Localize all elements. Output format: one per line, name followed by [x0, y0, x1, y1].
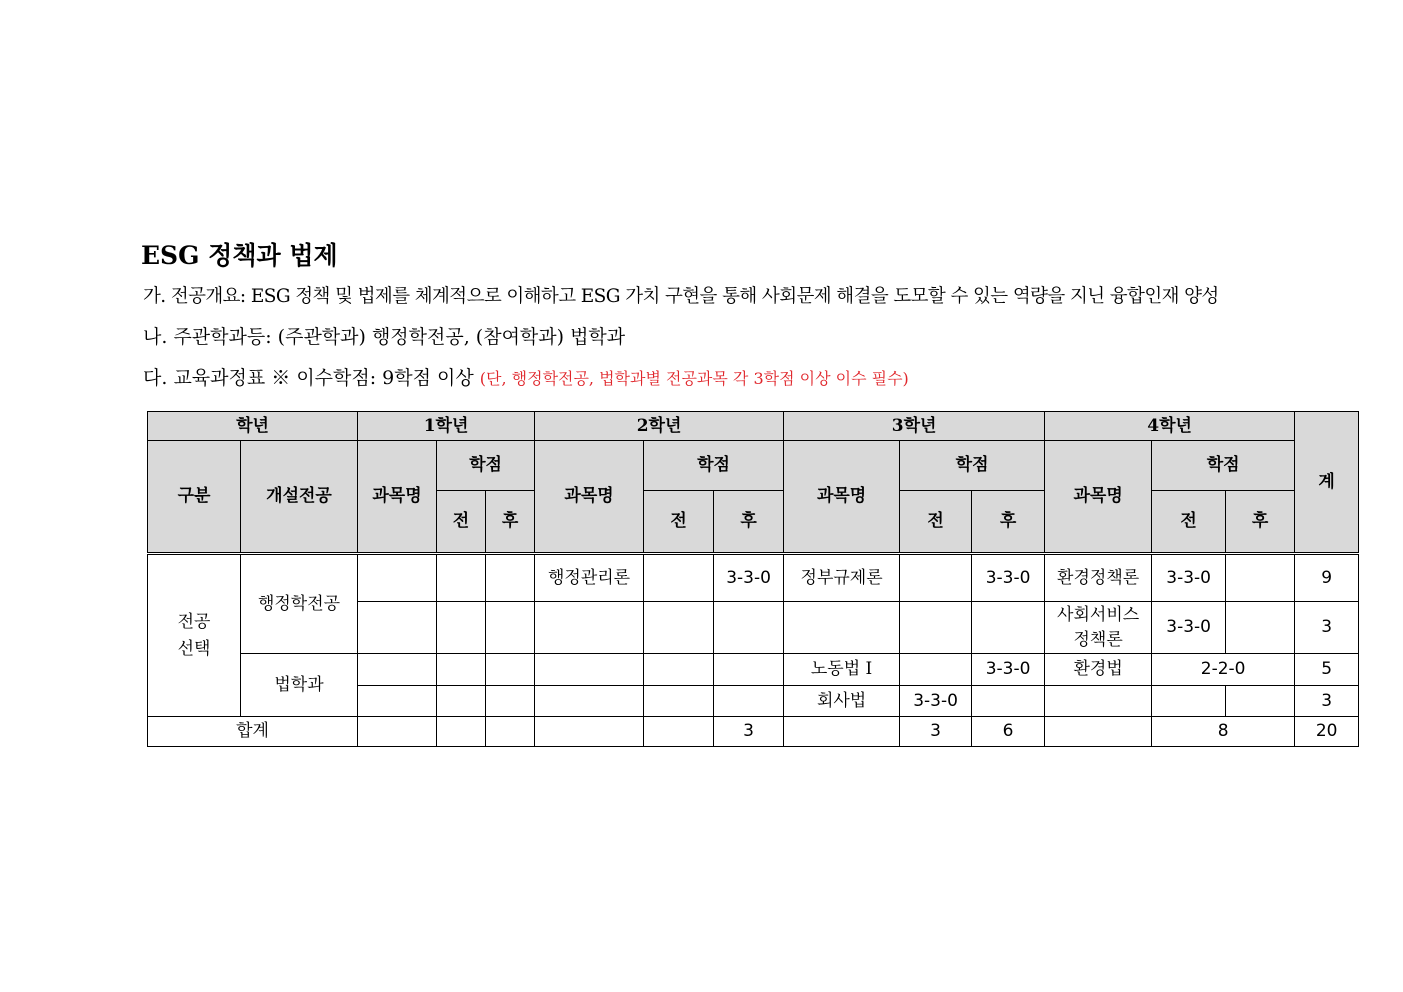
- curriculum-table: [147, 411, 1359, 747]
- row-total: 5: [1295, 654, 1359, 686]
- table-row: [148, 554, 1359, 602]
- cell: [535, 654, 644, 686]
- overview-line: [143, 282, 1219, 308]
- cell: [900, 654, 972, 686]
- header-category: 구분: [148, 441, 241, 554]
- header-course-1: 과목명: [358, 441, 437, 554]
- cell: [644, 717, 714, 747]
- cell: [486, 654, 535, 686]
- cell: [535, 686, 644, 717]
- cell: [784, 602, 900, 654]
- cell: [900, 554, 972, 602]
- departments-marker: 나.: [143, 326, 168, 348]
- cell: [644, 602, 714, 654]
- credit-cell: 3-3-0: [972, 554, 1045, 602]
- cell: [437, 686, 486, 717]
- curriculum-credits: ※ 이수학점: 9학점 이상: [271, 367, 474, 389]
- header-total: 계: [1295, 412, 1359, 554]
- cell: [1226, 554, 1295, 602]
- cell: [486, 686, 535, 717]
- sum-label: 합계: [148, 717, 358, 747]
- cell: [644, 686, 714, 717]
- header-row-credit: [148, 441, 1359, 491]
- cell: [486, 554, 535, 602]
- cell: [714, 654, 784, 686]
- header-row-years: [148, 412, 1359, 441]
- curriculum-line: [143, 363, 909, 390]
- sum-cell: 8: [1152, 717, 1295, 747]
- overview-marker: 가.: [143, 286, 166, 307]
- credit-cell: 3-3-0: [1152, 554, 1226, 602]
- row-total: 9: [1295, 554, 1359, 602]
- cell: [900, 602, 972, 654]
- cell: [437, 717, 486, 747]
- credit-cell: 3-3-0: [972, 654, 1045, 686]
- sum-cell: 3: [714, 717, 784, 747]
- header-year-4: 4학년: [1045, 412, 1295, 441]
- header-second-4: 후: [1226, 491, 1295, 554]
- curriculum-label: 교육과정표: [173, 367, 266, 389]
- cell: [358, 717, 437, 747]
- major-label: 법학과: [241, 654, 358, 717]
- cell: [358, 554, 437, 602]
- header-course-2: 과목명: [535, 441, 644, 554]
- cell: [535, 717, 644, 747]
- cell: [358, 686, 437, 717]
- header-year-3: 3학년: [784, 412, 1045, 441]
- credit-cell: 3-3-0: [900, 686, 972, 717]
- group-label: 전공 선택: [148, 554, 241, 717]
- cell: [644, 654, 714, 686]
- cell: [486, 717, 535, 747]
- departments-line: [143, 322, 625, 349]
- cell: [535, 602, 644, 654]
- course-cell: 노동법 Ⅰ: [784, 654, 900, 686]
- cell: [358, 602, 437, 654]
- cell: [1045, 686, 1152, 717]
- cell: [714, 686, 784, 717]
- cell: [437, 602, 486, 654]
- cell: [1226, 602, 1295, 654]
- header-year-2: 2학년: [535, 412, 784, 441]
- overview-text: ESG 정책 및 법제를 체계적으로 이해하고 ESG 가치 구현을 통해 사회문제 해결을 도모할 수 있는 역량을 지닌 융합인재 양성: [250, 286, 1219, 307]
- header-second-2: 후: [714, 491, 784, 554]
- header-course-4: 과목명: [1045, 441, 1152, 554]
- header-major: 개설전공: [241, 441, 358, 554]
- course-cell: 회사법: [784, 686, 900, 717]
- header-second-1: 후: [486, 491, 535, 554]
- course-cell: 환경정책론: [1045, 554, 1152, 602]
- sum-cell: 6: [972, 717, 1045, 747]
- sum-row: [148, 717, 1359, 747]
- course-cell: 환경법: [1045, 654, 1152, 686]
- row-total: 3: [1295, 686, 1359, 717]
- header-credit-2: 학점: [644, 441, 784, 491]
- cell: [486, 602, 535, 654]
- table-row: [148, 654, 1359, 686]
- curriculum-marker: 다.: [143, 367, 168, 389]
- cell: [1045, 717, 1152, 747]
- credit-cell: 3-3-0: [1152, 602, 1226, 654]
- cell: [358, 654, 437, 686]
- cell: [644, 554, 714, 602]
- header-credit-4: 학점: [1152, 441, 1295, 491]
- page-title: ESG 정책과 법제: [141, 241, 338, 270]
- sum-cell: 3: [900, 717, 972, 747]
- cell: [1152, 686, 1226, 717]
- cell: [437, 654, 486, 686]
- header-first-3: 전: [900, 491, 972, 554]
- sum-total: 20: [1295, 717, 1359, 747]
- header-first-4: 전: [1152, 491, 1226, 554]
- course-cell: 행정관리론: [535, 554, 644, 602]
- header-credit-3: 학점: [900, 441, 1045, 491]
- header-credit-1: 학점: [437, 441, 535, 491]
- header-year: 학년: [148, 412, 358, 441]
- header-first-2: 전: [644, 491, 714, 554]
- cell: [784, 717, 900, 747]
- cell: [972, 602, 1045, 654]
- overview-label: 전공개요:: [170, 286, 246, 307]
- header-course-3: 과목명: [784, 441, 900, 554]
- row-total: 3: [1295, 602, 1359, 654]
- credit-cell: 2-2-0: [1152, 654, 1295, 686]
- header-second-3: 후: [972, 491, 1045, 554]
- cell: [1226, 686, 1295, 717]
- curriculum-note: (단, 행정학전공, 법학과별 전공과목 각 3학점 이상 이수 필수): [479, 369, 909, 388]
- header-first-1: 전: [437, 491, 486, 554]
- cell: [714, 602, 784, 654]
- course-cell: 정부규제론: [784, 554, 900, 602]
- major-label: 행정학전공: [241, 554, 358, 654]
- departments-text: (주관학과) 행정학전공, (참여학과) 법학과: [277, 326, 626, 348]
- header-year-1: 1학년: [358, 412, 535, 441]
- cell: [972, 686, 1045, 717]
- cell: [437, 554, 486, 602]
- departments-label: 주관학과등:: [173, 326, 272, 348]
- course-cell: 사회서비스 정책론: [1045, 602, 1152, 654]
- credit-cell: 3-3-0: [714, 554, 784, 602]
